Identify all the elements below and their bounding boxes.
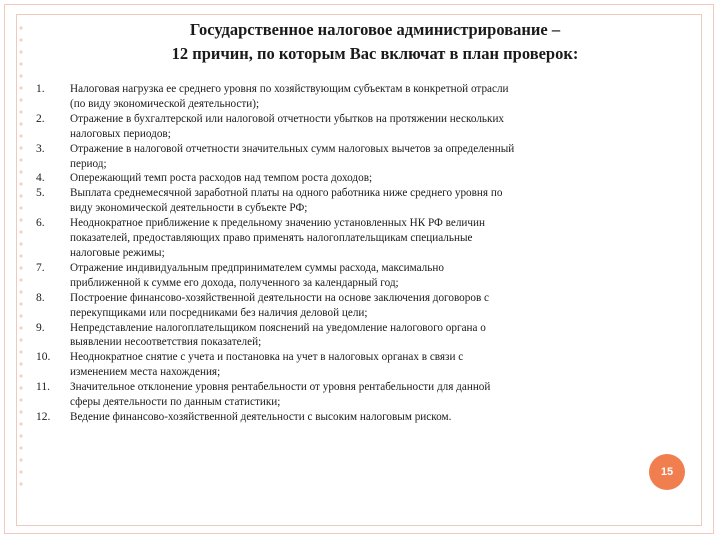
list-item-line: приближенной к сумме его дохода, полученного за календарный год; [70,276,399,289]
list-item-line: период; [70,157,107,170]
list-item-line: Непредставление налогоплательщиком пояснений на уведомление налогового органа о [70,321,486,334]
list-item-number: 11. [36,381,50,394]
list-item-text [70,410,636,425]
list-item [36,186,636,216]
list-item-text [70,142,636,172]
list-item-line: налоговых периодов; [70,127,171,140]
list-item-line: Неоднократное приближение к предельному значению установленных НК РФ величин [70,217,486,230]
list-item [36,350,636,380]
list-item-text [70,350,636,380]
list-item [36,410,636,425]
list-item-text [70,112,636,142]
list-item-line: налоговые режимы; [70,246,165,259]
list-item-number: 9. [36,321,45,334]
list-item-number: 1. [36,83,45,95]
list-item-line: перекупщиками или посредниками без наличия деловой цели; [70,306,368,319]
list-item-text [70,186,636,216]
list-item-text [70,380,636,410]
list-item-number: 2. [36,112,45,125]
list-item-line: виду экономической деятельности в субъекте РФ; [70,202,308,215]
list-item-line: Значительное отклонение уровня рентабельности от уровня рентабельности для данной [70,381,491,394]
list-item-line: Неоднократное снятие с учета и постановка на учет в налоговых органах в связи с [70,351,464,364]
list-item-number: 8. [36,291,45,304]
list-item-line: Отражение в налоговой отчетности значительных сумм налоговых вычетов за определенный [70,142,515,155]
list-item-number: 5. [36,187,45,200]
list-item [36,82,636,112]
list-item-line: Выплата среднемесячной заработной платы на одного работника ниже среднего уровня по [70,187,503,200]
list-item [36,216,636,261]
list-item [36,261,636,291]
list-item-line: выявлении несоответствия показателей; [70,336,262,349]
list-item-text [70,321,636,351]
list-item-number: 7. [36,261,45,274]
list-item-number: 4. [36,172,45,185]
list-item-line: Отражение индивидуальным предпринимателем суммы расхода, максимально [70,261,444,274]
list-item-line: (по виду экономической деятельности); [70,97,260,110]
list-item-number: 10. [36,351,51,364]
title-line-1: Государственное налоговое администрирование – [189,20,561,39]
list-item-number: 12. [36,410,51,423]
list-item-line: показателей, предоставляющих право применять налогоплательщикам специальные [70,232,473,245]
decorative-dots [16,22,26,492]
slide-title [100,18,650,66]
title-line-2: 12 причин, по которым Вас включат в план проверок: [171,44,579,63]
page-number-badge [649,454,685,490]
list-item-text [70,171,636,186]
list-item [36,171,636,186]
list-item [36,112,636,142]
list-item-line: Опережающий темп роста расходов над темпом роста доходов; [70,172,373,185]
list-item [36,321,636,351]
list-item-line: Ведение финансово-хозяйственной деятельности с высоким налоговым риском. [70,410,452,423]
reasons-list [36,82,636,425]
list-item [36,142,636,172]
page-number: 15 [660,466,674,478]
list-item-text [70,216,636,261]
list-item-text [70,291,636,321]
list-item-text [70,261,636,291]
list-item-line: изменением места нахождения; [70,366,221,379]
list-item [36,291,636,321]
list-item-line: Отражение в бухгалтерской или налоговой отчетности убытков на протяжении нескольких [70,112,505,125]
list-item [36,380,636,410]
list-item-text [70,82,636,112]
list-item-line: Налоговая нагрузка ее среднего уровня по хозяйствующим субъектам в конкретной отрасли [70,83,509,95]
list-item-number: 6. [36,217,45,230]
list-item-line: сферы деятельности по данным статистики; [70,396,281,409]
list-item-line: Построение финансово-хозяйственной деятельности на основе заключения договоров с [70,291,489,304]
list-item-number: 3. [36,142,45,155]
